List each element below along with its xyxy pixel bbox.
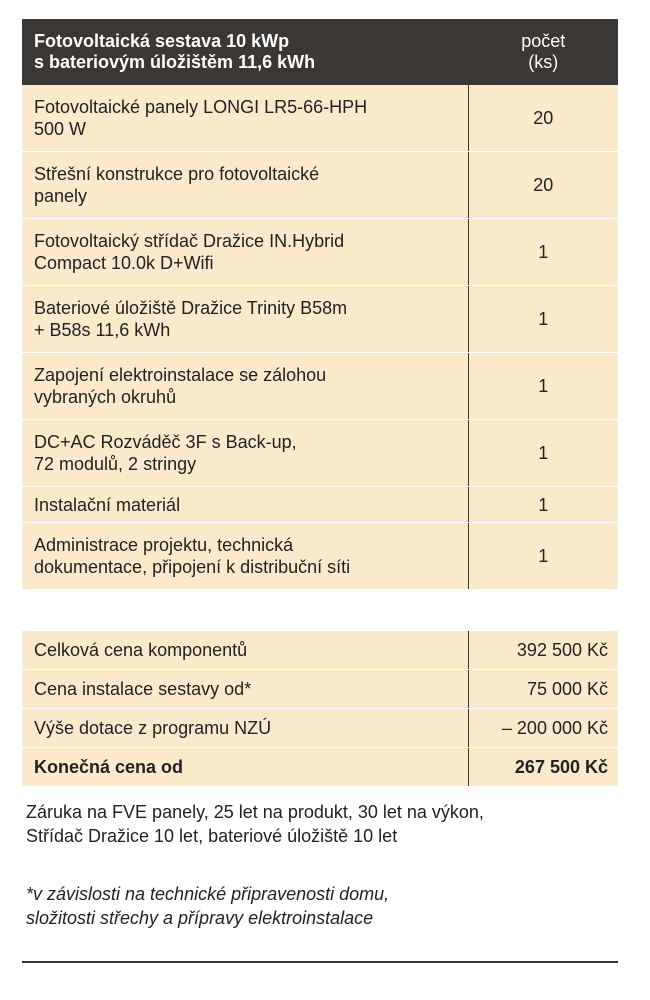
table-row [22, 523, 618, 590]
item-count: 20 [468, 85, 618, 152]
item-name-line1: Administrace projektu, technická [34, 535, 294, 555]
item-count: 1 [468, 219, 618, 286]
item-name-line2: vybraných okruhů [34, 387, 177, 407]
warranty-line2: Střídač Dražice 10 let, bateriové úložiště 10 let [26, 826, 398, 846]
warranty-text [26, 800, 484, 848]
count-header-line1: počet [521, 31, 566, 51]
item-name [22, 420, 468, 487]
components-table [22, 19, 618, 590]
set-title-header [22, 19, 468, 85]
footnote-line2: složitosti střechy a přípravy elektroinstalace [26, 908, 374, 928]
item-name-line2: dokumentace, připojení k distribuční síti [34, 557, 351, 577]
count-header-line2: (ks) [528, 52, 559, 72]
item-name-line2: + B58s 11,6 kWh [34, 320, 171, 340]
summary-label: Celková cena komponentů [22, 631, 468, 670]
item-name [22, 286, 468, 353]
table-row [22, 85, 618, 152]
warranty-line1: Záruka na FVE panely, 25 let na produkt, 30 let na výkon, [26, 802, 484, 822]
table-row [22, 152, 618, 219]
summary-value: 75 000 Kč [468, 670, 618, 709]
price-summary-table [22, 631, 618, 787]
summary-row [22, 631, 618, 670]
summary-row [22, 709, 618, 748]
final-price-label: Konečná cena od [22, 748, 468, 787]
item-name [22, 487, 468, 523]
item-count: 20 [468, 152, 618, 219]
item-name [22, 85, 468, 152]
set-title-line1: Fotovoltaická sestava 10 kWp [34, 31, 290, 51]
item-name-line2: Compact 10.0k D+Wifi [34, 253, 214, 273]
item-count: 1 [468, 420, 618, 487]
table-row [22, 286, 618, 353]
item-name-line1: DC+AC Rozváděč 3F s Back-up, [34, 432, 297, 452]
item-name-line1: Instalační materiál [34, 494, 181, 515]
summary-row [22, 670, 618, 709]
item-count: 1 [468, 487, 618, 523]
item-name-line1: Fotovoltaický střídač Dražice IN.Hybrid [34, 231, 345, 251]
item-count: 1 [468, 353, 618, 420]
table-row [22, 420, 618, 487]
item-name [22, 353, 468, 420]
item-name-line1: Fotovoltaické panely LONGI LR5-66-HPH [34, 97, 368, 117]
table-row [22, 487, 618, 523]
summary-value: – 200 000 Kč [468, 709, 618, 748]
footnote [26, 882, 389, 930]
item-name-line2: 72 modulů, 2 stringy [34, 454, 197, 474]
final-price-value: 267 500 Kč [468, 748, 618, 787]
item-name-line1: Střešní konstrukce pro fotovoltaické [34, 164, 320, 184]
set-title-line2: s bateriovým úložištěm 11,6 kWh [34, 52, 316, 72]
item-count: 1 [468, 523, 618, 590]
item-name-line2: panely [34, 186, 88, 206]
count-header [468, 19, 618, 85]
item-count: 1 [468, 286, 618, 353]
item-name [22, 152, 468, 219]
item-name [22, 219, 468, 286]
item-name-line2: 500 W [34, 119, 87, 139]
table-row [22, 219, 618, 286]
summary-label: Výše dotace z programu NZÚ [22, 709, 468, 748]
item-name [22, 523, 468, 590]
table-row [22, 353, 618, 420]
item-name-line1: Bateriové úložiště Dražice Trinity B58m [34, 298, 348, 318]
bottom-divider [22, 961, 618, 963]
final-price-row [22, 748, 618, 787]
footnote-line1: *v závislosti na technické připravenosti domu, [26, 884, 390, 904]
summary-value: 392 500 Kč [468, 631, 618, 670]
item-name-line1: Zapojení elektroinstalace se zálohou [34, 365, 327, 385]
components-table-header [22, 19, 618, 85]
price-sheet [22, 19, 618, 787]
summary-label: Cena instalace sestavy od* [22, 670, 468, 709]
